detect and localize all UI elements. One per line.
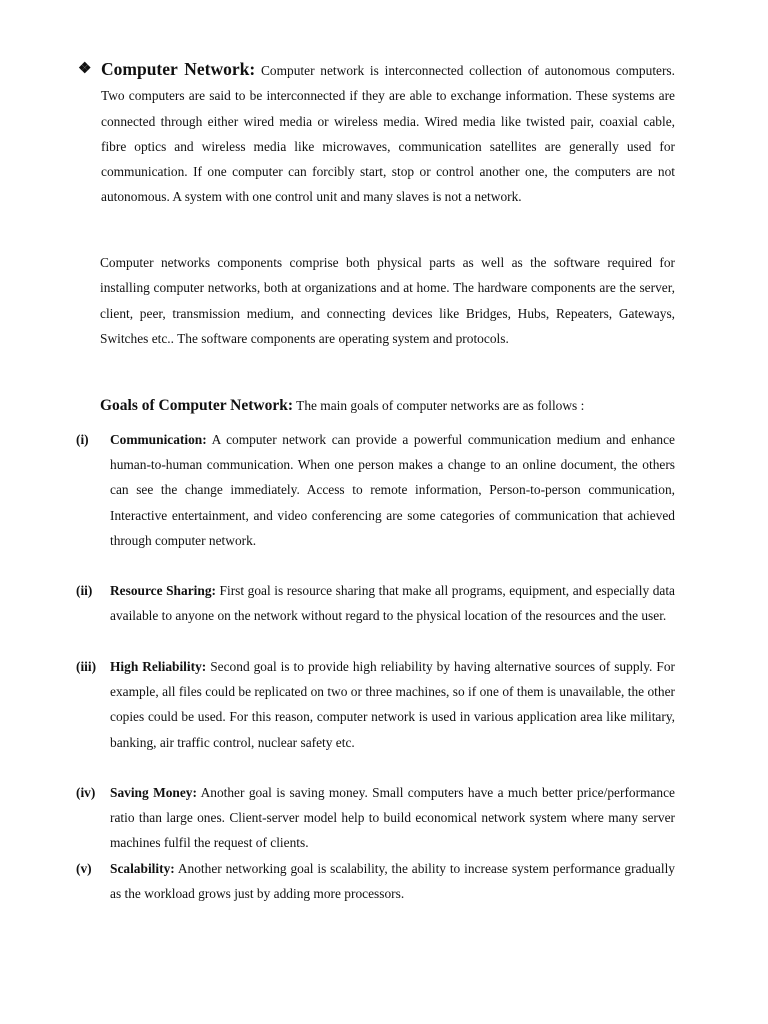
goal-term: High Reliability: bbox=[110, 659, 207, 674]
goals-heading-line bbox=[100, 393, 680, 418]
goal-number: (v) bbox=[76, 861, 92, 876]
goal-term: Saving Money: bbox=[110, 785, 197, 800]
goal-item-communication bbox=[76, 427, 675, 553]
goal-item-scalability bbox=[76, 856, 675, 906]
goal-text: Second goal is to provide high reliability by having alternative sources of supply. For example, all files could be replicated on two or three machines, so if one of them is unavailable, the other copies could be used. For this reason, computer network is used in various application area like military, banking, air traffic control, nuclear safety etc. bbox=[110, 659, 675, 750]
computer-network-heading: Computer Network: bbox=[101, 59, 256, 79]
goal-text: First goal is resource sharing that make all programs, equipment, and especially data available to anyone on the network without regard to the physical location of the resources and the user. bbox=[110, 583, 676, 624]
goals-intro: The main goals of computer networks are as follows : bbox=[293, 398, 585, 413]
goal-text: Another goal is saving money. Small computers have a much better price/performance ratio than large ones. Client-server model help to build economical network system where many server machines fulfil the request of clients. bbox=[110, 785, 675, 851]
computer-network-paragraph-1: Computer network is interconnected collection of autonomous computers. Two computers are said to be interconnected if they are able to exchange information. These systems are connected through either wired media or wireless media. Wired media like twisted pair, coaxial cable, fibre optics and wireless media like microwaves, communication satellites are generally used for communication. If one computer can forcibly start, stop or control another one, the computers are not autonomous. A system with one control unit and many slaves is not a network. bbox=[101, 63, 675, 205]
goal-number: (iii) bbox=[76, 659, 97, 674]
four-diamond-bullet-icon: ❖ bbox=[78, 61, 92, 77]
computer-network-section bbox=[78, 57, 675, 210]
goal-item-high-reliability bbox=[76, 654, 675, 755]
goal-item-saving-money bbox=[76, 780, 675, 856]
goal-number: (ii) bbox=[76, 583, 93, 598]
goal-number: (iv) bbox=[76, 785, 96, 800]
goal-text: Another networking goal is scalability, the ability to increase system performance gradually as the workload grows just by adding more processors. bbox=[110, 861, 675, 902]
goals-heading: Goals of Computer Network bbox=[100, 397, 288, 414]
goal-term: Communication: bbox=[110, 432, 207, 447]
goal-term: Resource Sharing: bbox=[110, 583, 216, 598]
goal-term: Scalability: bbox=[110, 861, 175, 876]
goal-item-resource-sharing bbox=[76, 578, 675, 628]
goal-number: (i) bbox=[76, 432, 89, 447]
goals-heading-colon: : bbox=[287, 397, 294, 414]
computer-network-paragraph-2: Computer networks components comprise both physical parts as well as the software required for installing computer networks, both at organizations and at home. The hardware components are the server, client, peer, transmission medium, and connecting devices like Bridges, Hubs, Repeaters, Gateways, Switches etc.. The software components are operating system and protocols. bbox=[100, 255, 675, 346]
goal-text: A computer network can provide a powerful communication medium and enhance human-to-human communication. When one person makes a change to an online document, the others can see the change immediately. Access to remote information, Person-to-person communication, Interactive entertainment, and video conferencing are some categories of communication that achieved through computer network. bbox=[110, 432, 675, 548]
